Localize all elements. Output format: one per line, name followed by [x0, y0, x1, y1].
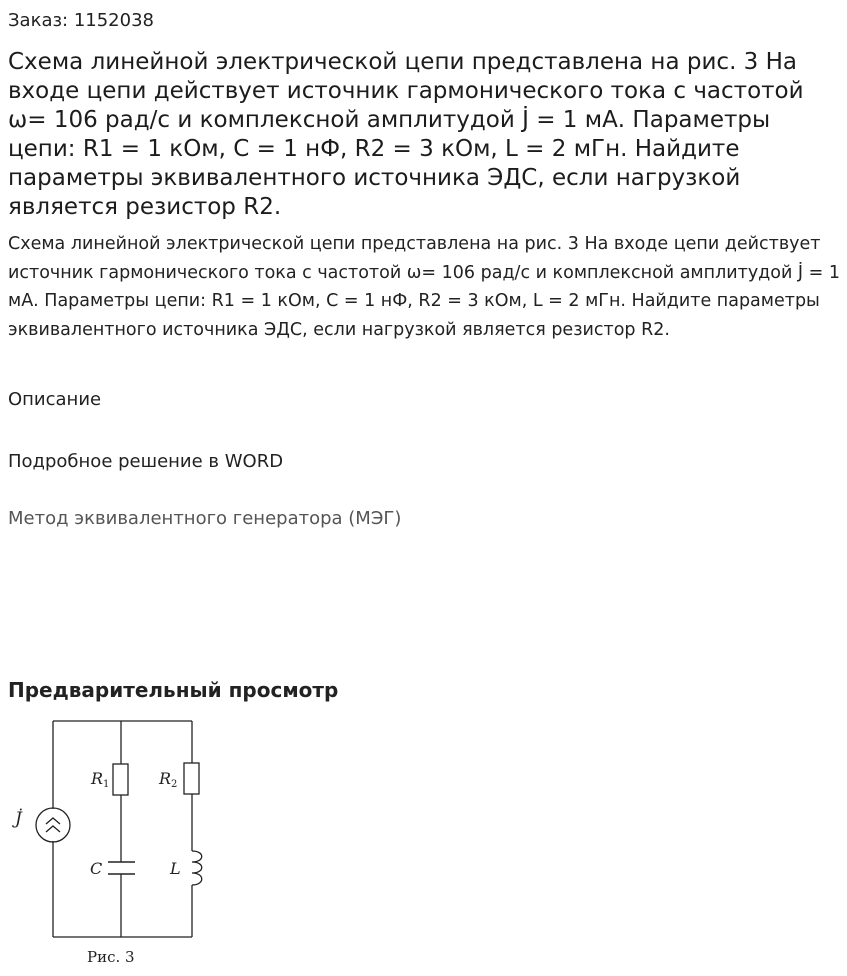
description-title: Описание [8, 389, 102, 410]
circuit-diagram [0, 700, 230, 970]
inductor-symbol [192, 851, 202, 885]
resistor-r1-symbol [113, 764, 128, 795]
source-label: J̇ [15, 809, 22, 829]
solution-method: Метод эквивалентного генератора (МЭГ) [8, 508, 402, 529]
l-label: L [170, 859, 181, 878]
solution-format: Подробное решение в WORD [8, 451, 284, 472]
c-label: C [90, 859, 103, 878]
figure-caption: Рис. 3 [87, 948, 135, 966]
circuit-wires [53, 721, 192, 937]
problem-headline: Схема линейной электрической цепи представлена на рис. 3 На входе цепи действует источник гармонического тока с частотой ω= 106 рад/с и комплексной амплитудой J̇ = 1 мА. Параметры цепи: R1 = 1 кОм, C = 1 нФ, R2 = 3 кОм, L = 2 мГн. Найдите параметры эквивалентного источника ЭДС, если нагрузкой является резистор R2. [8, 49, 804, 220]
capacitor-symbol [108, 862, 135, 874]
current-source-symbol [36, 808, 70, 842]
preview-title: Предварительный просмотр [8, 678, 339, 702]
problem-body: Схема линейной электрической цепи представлена на рис. 3 На входе цепи действует источник гармонического тока с частотой ω= 106 рад/с и комплексной амплитудой J̇ = 1 мА. Параметры цепи: R1 = 1 кОм, C = 1 нФ, R2 = 3 кОм, L = 2 мГн. Найдите параметры эквивалентного источника ЭДС, если нагрузкой является резистор R2. [8, 234, 841, 340]
r2-label: R2 [159, 769, 178, 790]
resistor-r2-symbol [184, 763, 199, 794]
order-number: Заказ: 1152038 [8, 10, 154, 31]
r1-label: R1 [91, 769, 110, 790]
